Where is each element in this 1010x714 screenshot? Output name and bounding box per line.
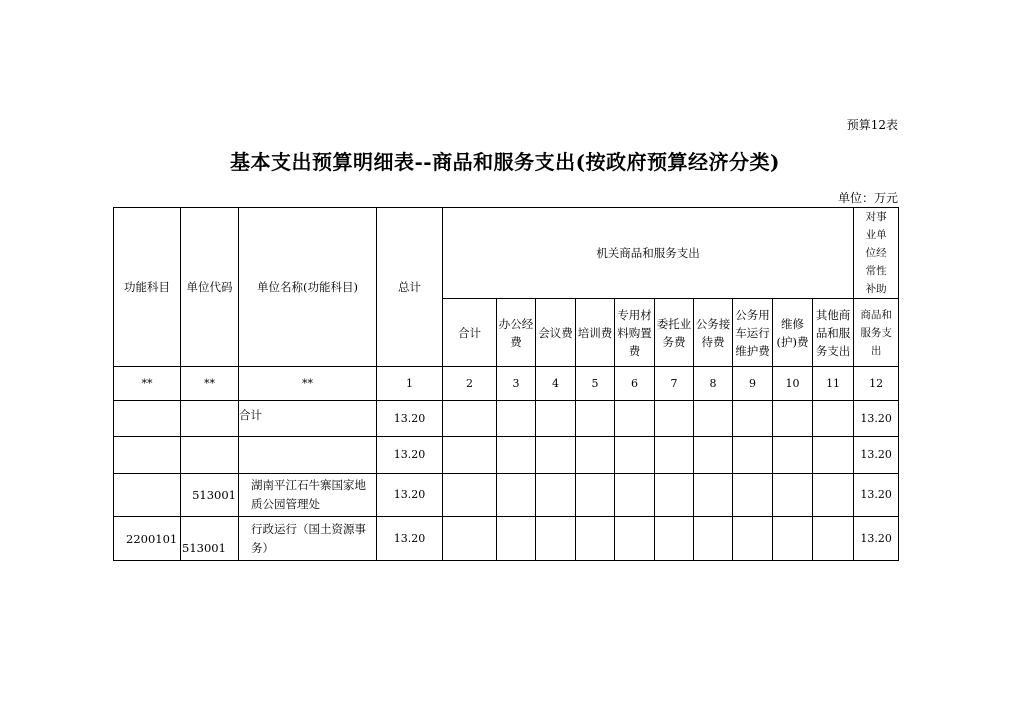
table-row [114,401,899,437]
header-office-expense: 办公经费 [497,299,536,367]
total-cell: 13.20 [377,401,443,437]
header-unit-code: 单位代码 [181,208,239,367]
header-sub-total: 合计 [443,299,497,367]
unit-name-cell: 行政运行（国土资源事务） [239,517,377,561]
header-repair-expense: 维修(护)费 [773,299,813,367]
index-cell: ** [239,367,377,401]
subsidy-cell: 13.20 [854,517,899,561]
unit-code-cell: 513001 [181,474,239,517]
header-official-reception: 公务接待费 [694,299,733,367]
table-row [114,437,899,474]
header-func-subject: 功能科目 [114,208,181,367]
index-row [114,367,899,401]
form-number: 预算12表 [846,118,898,132]
header-commissioned-service: 委托业务费 [655,299,694,367]
unit-name-cell: 湖南平江石牛寨国家地质公园管理处 [239,474,377,517]
index-cell: 1 [377,367,443,401]
total-cell: 13.20 [377,437,443,474]
index-cell: 9 [733,367,773,401]
index-cell: 8 [694,367,733,401]
index-cell: ** [181,367,239,401]
header-vehicle-maintenance: 公务用车运行维护费 [733,299,773,367]
header-subsidy-group: 对事业单位经常性补助 [854,208,899,299]
subsidy-cell: 13.20 [854,474,899,517]
table-row [114,517,899,561]
table-row [114,474,899,517]
total-cell: 13.20 [377,517,443,561]
func-subject-cell [114,437,181,474]
unit-code-cell [181,401,239,437]
header-unit-name: 单位名称(功能科目) [239,208,377,367]
unit-code-cell: 513001 [181,517,239,561]
index-cell: 11 [813,367,854,401]
header-other-goods-services: 其他商品和服务支出 [813,299,854,367]
unit-code-cell [181,437,239,474]
unit-name-cell [239,437,377,474]
unit-name-cell: 合计 [239,401,377,437]
budget-table [113,207,899,561]
header-org-goods-services: 机关商品和服务支出 [443,208,854,299]
header-training-expense: 培训费 [576,299,615,367]
func-subject-cell [114,474,181,517]
index-cell: 2 [443,367,497,401]
header-row-1 [114,208,899,299]
total-cell: 13.20 [377,474,443,517]
header-meeting-expense: 会议费 [536,299,576,367]
index-cell: ** [114,367,181,401]
header-total: 总计 [377,208,443,367]
func-subject-cell: 2200101 [114,517,181,561]
header-subsidy-goods-services: 商品和服务支出 [854,299,899,367]
subsidy-cell: 13.20 [854,401,899,437]
func-subject-cell [114,401,181,437]
index-cell: 12 [854,367,899,401]
index-cell: 6 [615,367,655,401]
index-cell: 4 [536,367,576,401]
index-cell: 3 [497,367,536,401]
index-cell: 7 [655,367,694,401]
header-special-materials: 专用材料购置费 [615,299,655,367]
unit-label: 单位：万元 [837,191,898,205]
index-cell: 5 [576,367,615,401]
subsidy-cell: 13.20 [854,437,899,474]
page-title: 基本支出预算明细表--商品和服务支出(按政府预算经济分类) [229,150,781,174]
index-cell: 10 [773,367,813,401]
